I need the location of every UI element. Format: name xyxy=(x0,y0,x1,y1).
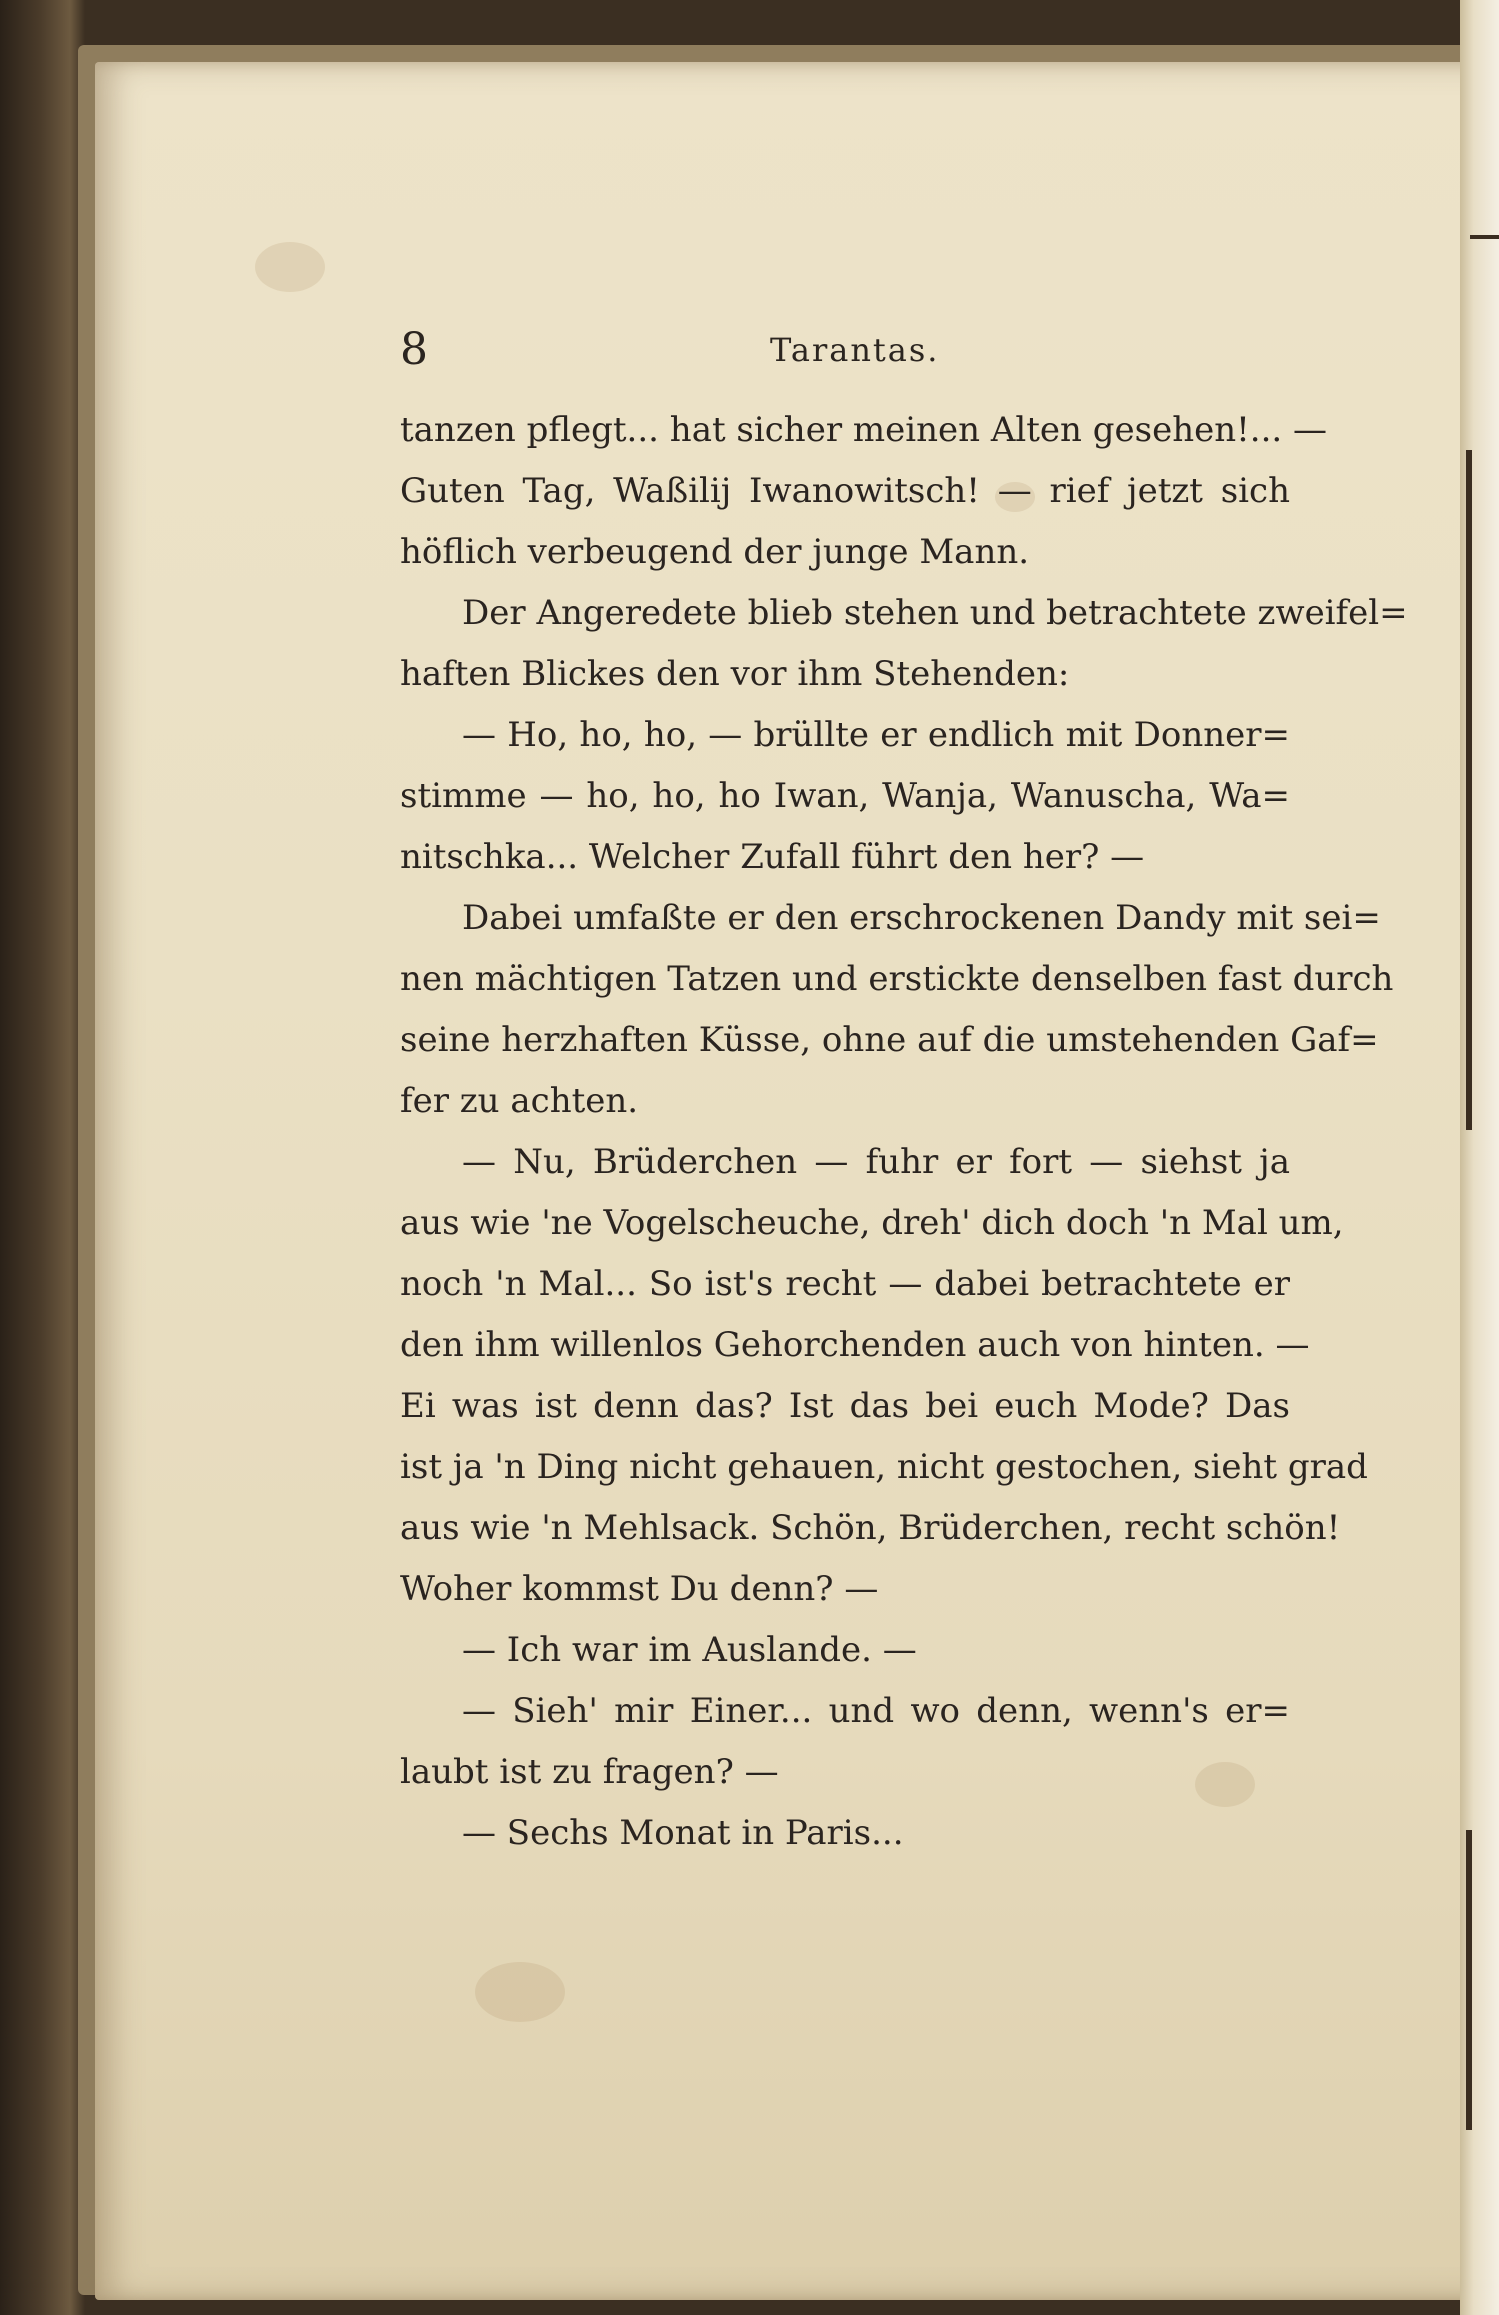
text-line: tanzen pflegt... hat sicher meinen Alten gesehen!... — xyxy=(400,410,1328,450)
text-line: Dabei umfaßte er den erschrockenen Dandy mit sei= xyxy=(462,898,1381,938)
text-line: Ei was ist denn das? Ist das bei euch Mode? Das xyxy=(400,1386,1290,1426)
foxing-spot xyxy=(475,1962,565,2022)
text-line: Der Angeredete blieb stehen und betrachtete zweifel= xyxy=(462,593,1408,633)
text-line: — Ich war im Auslande. — xyxy=(462,1630,917,1670)
text-line: stimme — ho, ho, ho Iwan, Wanja, Wanuscha, Wa= xyxy=(400,776,1290,816)
text-line: Woher kommst Du denn? — xyxy=(400,1569,879,1609)
foxing-spot xyxy=(255,242,325,292)
running-title: Tarantas. xyxy=(770,331,940,369)
text-line: Guten Tag, Waßilij Iwanowitsch! — rief jetzt sich xyxy=(400,471,1290,511)
text-line: den ihm willenlos Gehorchenden auch von hinten. — xyxy=(400,1325,1310,1365)
text-line: haften Blickes den vor ihm Stehenden: xyxy=(400,654,1070,694)
text-line: nitschka... Welcher Zufall führt den her? — xyxy=(400,837,1145,877)
text-line: nen mächtigen Tatzen und erstickte denselben fast durch xyxy=(400,959,1394,999)
facing-page-mark xyxy=(1466,450,1472,1130)
text-line: noch 'n Mal... So ist's recht — dabei betrachtete er xyxy=(400,1264,1290,1304)
facing-page-mark xyxy=(1470,235,1499,239)
text-line: laubt ist zu fragen? — xyxy=(400,1752,779,1792)
facing-page-mark xyxy=(1466,1830,1472,2130)
text-line: höflich verbeugend der junge Mann. xyxy=(400,532,1030,572)
text-line: — Sieh' mir Einer... und wo denn, wenn's er= xyxy=(462,1691,1290,1731)
text-line: — Sechs Monat in Paris... xyxy=(462,1813,904,1853)
text-line: aus wie 'n Mehlsack. Schön, Brüderchen, recht schön! xyxy=(400,1508,1341,1548)
text-line: fer zu achten. xyxy=(400,1081,639,1121)
text-line: seine herzhaften Küsse, ohne auf die umstehenden Gaf= xyxy=(400,1020,1379,1060)
body-text xyxy=(400,400,1408,1864)
text-line: — Ho, ho, ho, — brüllte er endlich mit Donner= xyxy=(462,715,1290,755)
page-number: 8 xyxy=(400,324,428,375)
text-line: — Nu, Brüderchen — fuhr er fort — siehst ja xyxy=(462,1142,1290,1182)
page-header xyxy=(400,320,1290,380)
facing-page-edge xyxy=(1460,0,1499,2315)
text-line: aus wie 'ne Vogelscheuche, dreh' dich doch 'n Mal um, xyxy=(400,1203,1344,1243)
text-line: ist ja 'n Ding nicht gehauen, nicht gestochen, sieht grad xyxy=(400,1447,1368,1487)
